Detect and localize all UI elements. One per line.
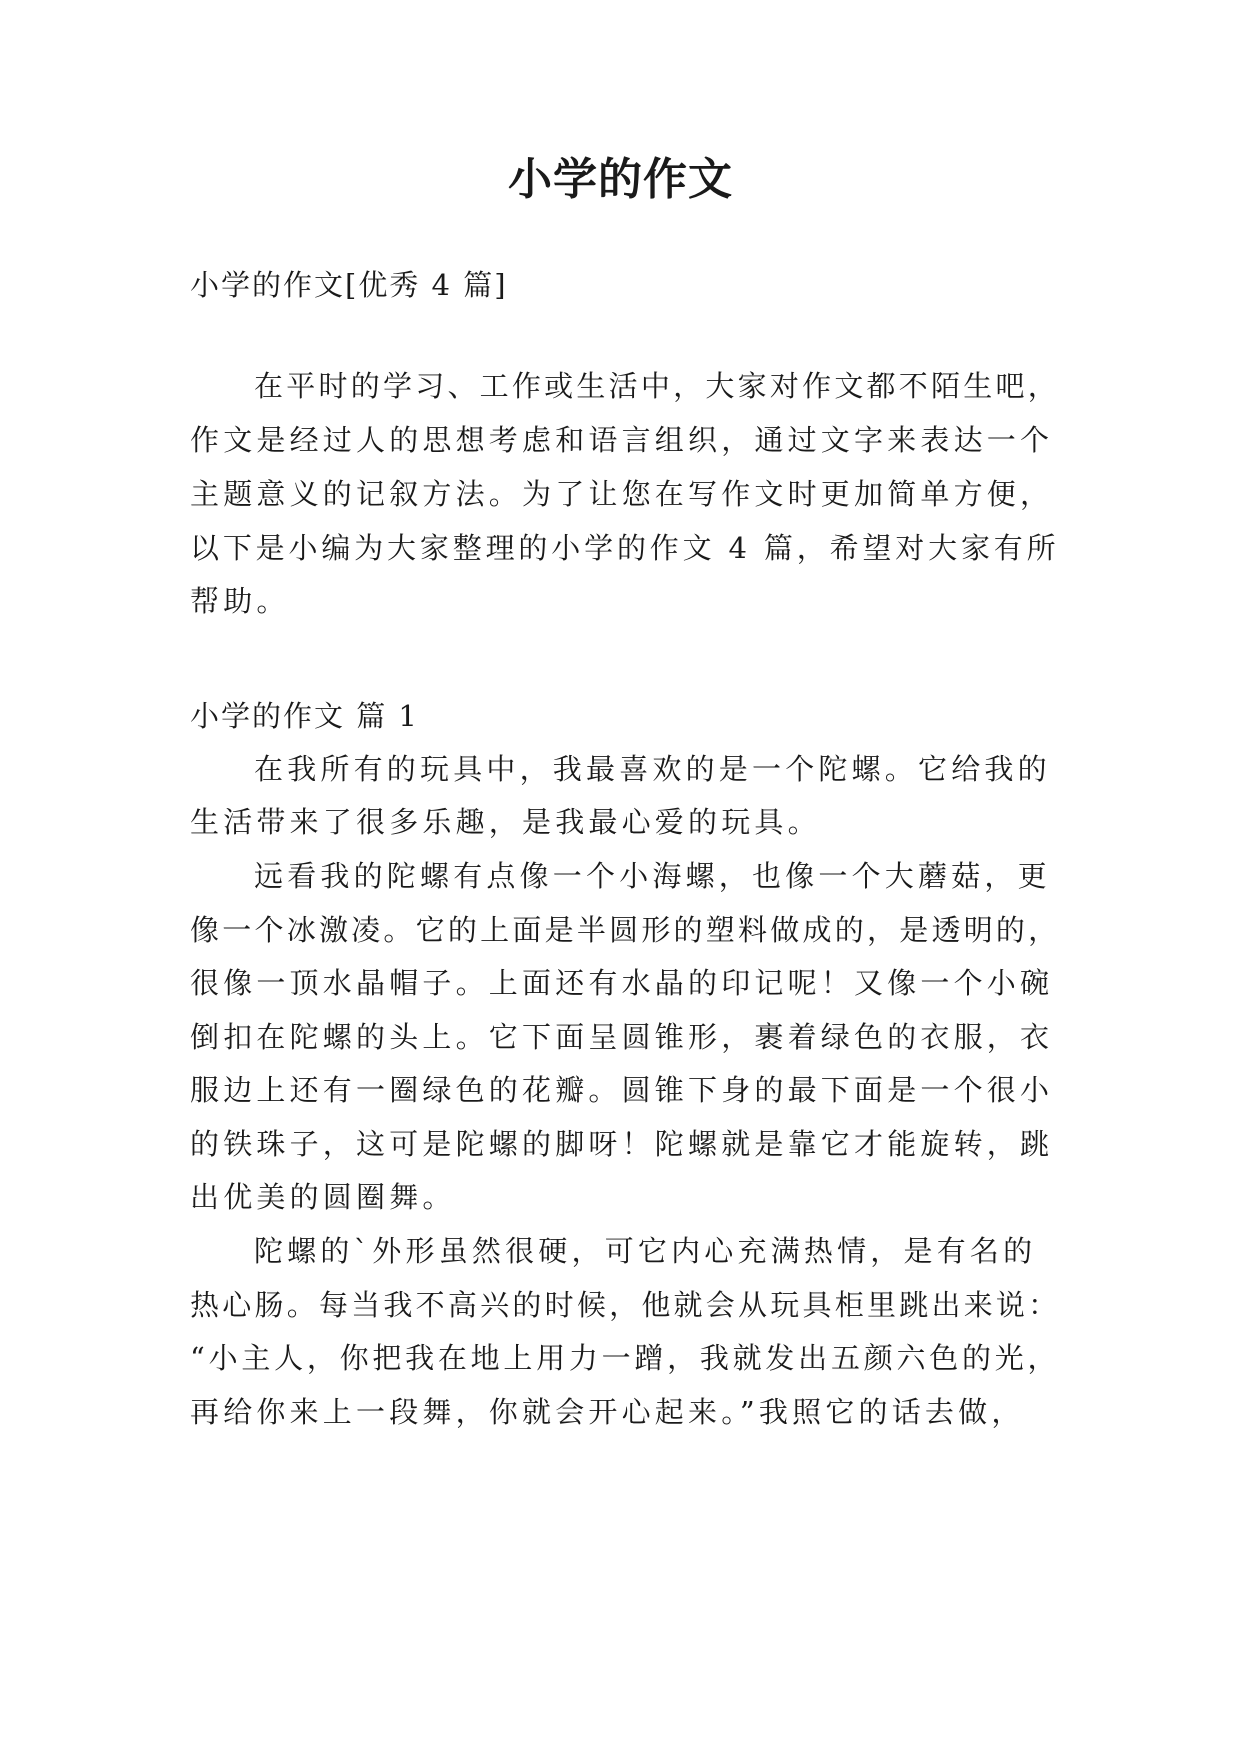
intro-line: 帮助。 (190, 584, 290, 618)
paragraph-line: 再给你来上一段舞，你就会开心起来。”我照它的话去做， (190, 1395, 1025, 1429)
paragraph-line: 生活带来了很多乐趣，是我最心爱的玩具。 (190, 805, 821, 839)
paragraph-line: 很像一顶水晶帽子。上面还有水晶的印记呢！又像一个小碗 (190, 966, 1054, 1000)
intro-line: 以下是小编为大家整理的小学的作文 4 篇，希望对大家有所 (190, 531, 1060, 565)
paragraph-line: 像一个冰激凌。它的上面是半圆形的塑料做成的，是透明的， (190, 913, 1061, 947)
paragraph-line: 陀螺的`外形虽然很硬，可它内心充满热情，是有名的 (254, 1234, 1037, 1268)
intro-line: 作文是经过人的思想考虑和语言组织，通过文字来表达一个 (190, 423, 1054, 457)
paragraph-line: 远看我的陀螺有点像一个小海螺，也像一个大蘑菇，更 (254, 859, 1051, 893)
paragraph-line: 倒扣在陀螺的头上。它下面呈圆锥形，裹着绿色的衣服，衣 (190, 1020, 1054, 1054)
document-subtitle: 小学的作文[优秀 4 篇] (190, 268, 508, 302)
paragraph-line: 的铁珠子，这可是陀螺的脚呀！陀螺就是靠它才能旋转，跳 (190, 1127, 1054, 1161)
paragraph-line: 服边上还有一圈绿色的花瓣。圆锥下身的最下面是一个很小 (190, 1073, 1054, 1107)
paragraph-line: 热心肠。每当我不高兴的时候，他就会从玩具柜里跳出来说： (190, 1288, 1061, 1322)
document-title: 小学的作文 (508, 154, 733, 205)
paragraph-line: “小主人，你把我在地上用力一蹭，我就发出五颜六色的光， (190, 1341, 1061, 1375)
paragraph-line: 出优美的圆圈舞。 (190, 1180, 456, 1214)
section-heading: 小学的作文 篇 1 (190, 699, 419, 733)
intro-line: 主题意义的记叙方法。为了让您在写作文时更加简单方便， (190, 477, 1054, 511)
paragraph-line: 在我所有的玩具中，我最喜欢的是一个陀螺。它给我的 (254, 752, 1051, 786)
intro-line: 在平时的学习、工作或生活中，大家对作文都不陌生吧， (254, 369, 1061, 403)
